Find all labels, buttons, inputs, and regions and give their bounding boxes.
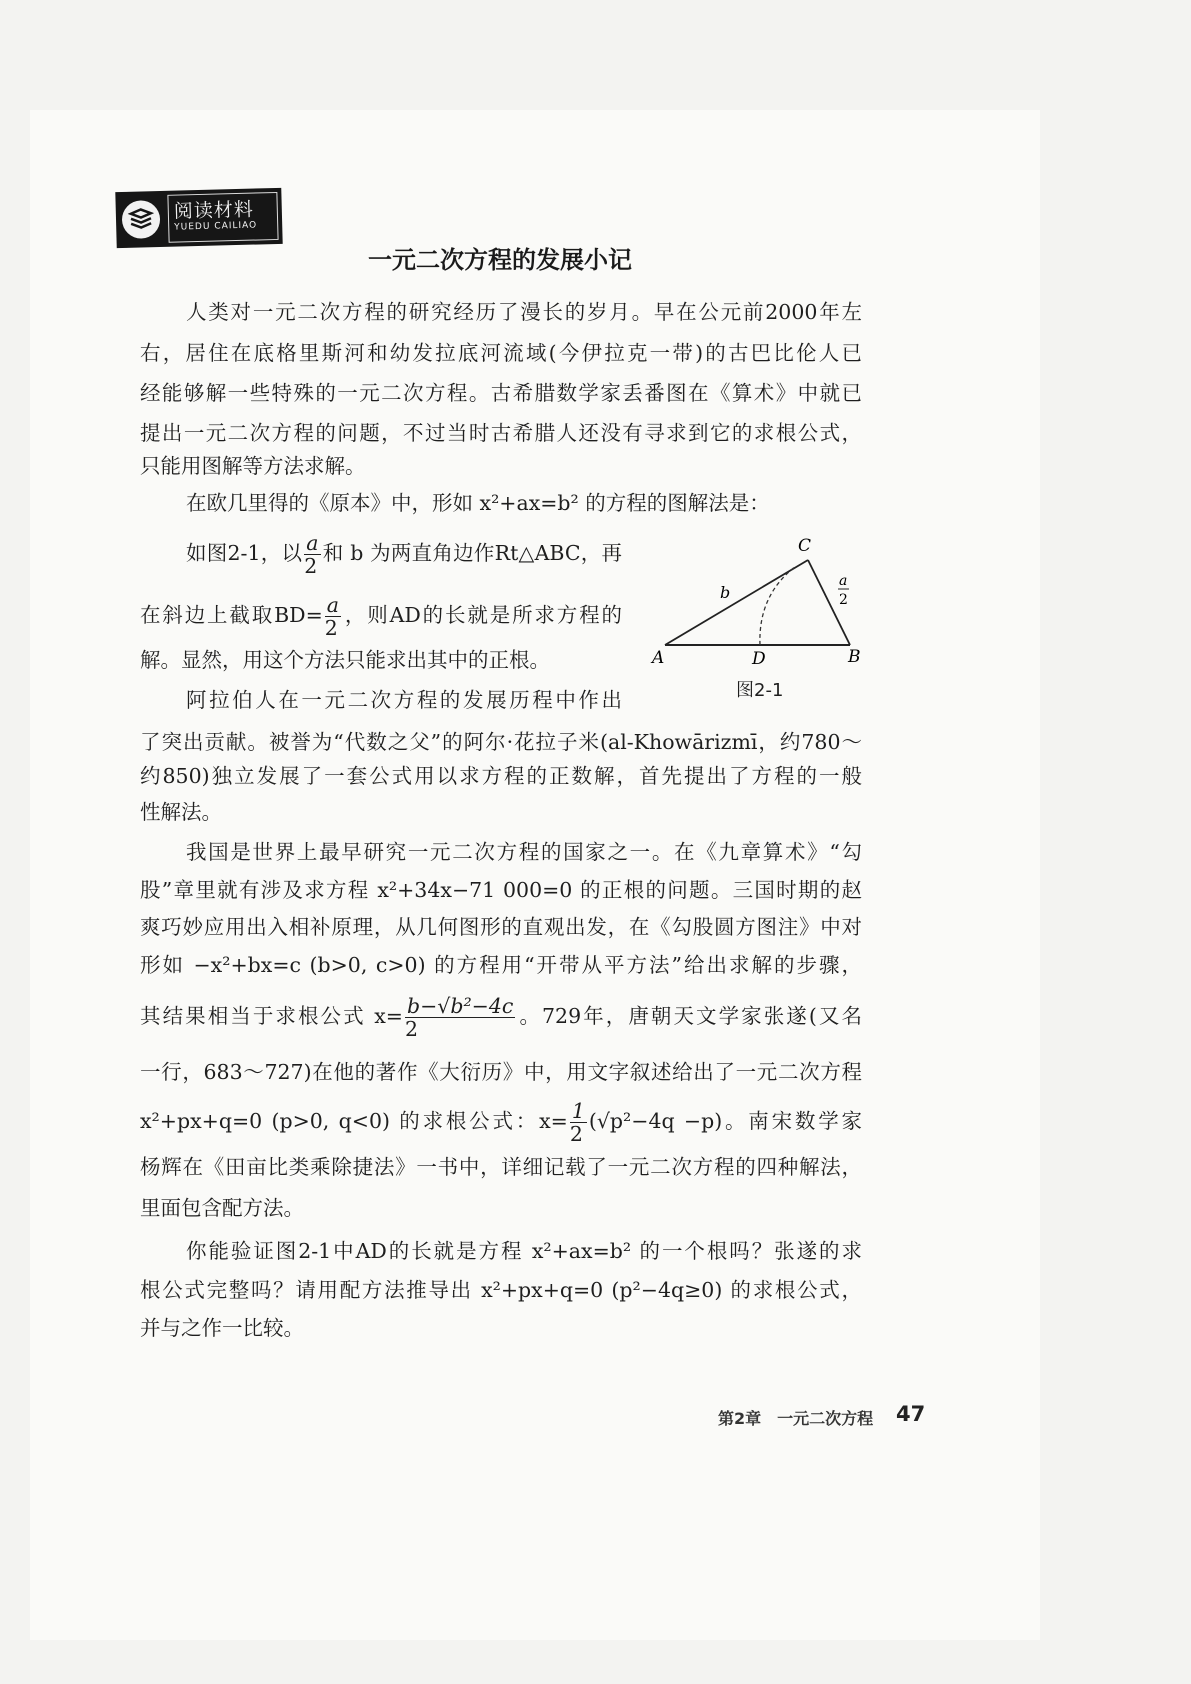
label-a: A (652, 648, 665, 668)
text-line (140, 339, 862, 367)
text-line (140, 913, 862, 941)
text-line (140, 379, 862, 407)
footer-chapter: 第2章 一元二次方程 (718, 1409, 874, 1428)
label-b: B (848, 647, 861, 667)
text-segment: 其结果相当于求根公式 x= (140, 1004, 403, 1028)
fraction-denominator: 2 (404, 1017, 419, 1041)
fraction (570, 1100, 587, 1145)
text-line (140, 594, 622, 639)
text-line (140, 1314, 862, 1342)
text-segment: 性解法。 (140, 800, 222, 824)
fraction-denominator: 2 (324, 616, 338, 640)
fraction (325, 594, 341, 639)
fraction-numerator: b−√b²−4c (406, 994, 514, 1018)
text-line (140, 1100, 862, 1145)
text-line (186, 686, 622, 714)
fraction-numerator: a (326, 593, 340, 617)
figure-caption: 图2-1 (736, 680, 784, 701)
text-segment: 我国是世界上最早研究一元二次方程的国家之一。在《九章算术》“勾 (186, 840, 862, 864)
text-line (140, 452, 862, 480)
text-segment: 你能验证图2-1中AD的长就是方程 x²+ax=b² 的一个根吗？张遂的求 (186, 1239, 862, 1263)
text-segment: 股”章里就有涉及求方程 x²+34x−71 000=0 的正根的问题。三国时期的赵 (140, 878, 862, 902)
text-line (140, 951, 862, 979)
text-segment: 人类对一元二次方程的研究经历了漫长的岁月。早在公元前2000年左 (186, 300, 862, 324)
text-line (140, 995, 862, 1040)
fraction (304, 532, 320, 577)
text-segment: 解。显然，用这个方法只能求出其中的正根。 (140, 648, 550, 672)
text-line (140, 762, 862, 790)
text-line (186, 838, 862, 866)
text-segment: 并与之作一比较。 (140, 1316, 304, 1340)
text-segment: 在斜边上截取BD= (140, 603, 323, 627)
label-c: C (798, 536, 812, 556)
text-segment: 经能够解一些特殊的一元二次方程。古希腊数学家丢番图在《算术》中就已 (140, 381, 862, 405)
label-b-side: b (720, 583, 731, 602)
text-line (140, 1276, 862, 1304)
text-segment: 提出一元二次方程的问题，不过当时古希腊人还没有寻求到它的求根公式， (140, 421, 862, 445)
badge-label: 阅读材料 (173, 198, 255, 223)
text-line (140, 728, 862, 756)
text-line (186, 1237, 862, 1265)
text-line (140, 1153, 862, 1181)
text-line (140, 1058, 862, 1086)
text-segment: 一行，683～727)在他的著作《大衍历》中，用文字叙述给出了一元二次方程 (140, 1060, 862, 1084)
text-segment: 了突出贡献。被誉为“代数之父”的阿尔·花拉子米(al-Khowārizmī，约780～ (140, 730, 862, 754)
label-a-num: a (839, 573, 848, 589)
books-icon (122, 200, 161, 239)
text-line (186, 489, 862, 517)
side-ac (665, 560, 808, 645)
text-segment: 里面包含配方法。 (140, 1196, 304, 1220)
text-line (140, 1194, 862, 1222)
text-segment: 阿拉伯人在一元二次方程的发展历程中作出 (186, 688, 622, 712)
text-segment: 只能用图解等方法求解。 (140, 454, 366, 478)
text-segment: (√p²−4q −p)。南宋数学家 (588, 1109, 862, 1133)
fraction (405, 995, 515, 1040)
text-segment: x²+px+q=0 (p>0, q<0) 的求根公式：x= (140, 1109, 568, 1133)
text-line (140, 419, 862, 447)
figure-2-1-triangle (640, 525, 880, 675)
text-segment: 杨辉在《田亩比类乘除捷法》一书中，详细记载了一元二次方程的四种解法， (140, 1155, 862, 1179)
text-segment: 爽巧妙应用出入相补原理，从几何图形的直观出发，在《勾股圆方图注》中对 (140, 915, 862, 939)
fraction-numerator: 1 (571, 1099, 585, 1123)
text-segment: 和 b 为两直角边作Rt△ABC，再 (322, 541, 623, 565)
text-segment: 在欧几里得的《原本》中，形如 x²+ax=b² 的方程的图解法是： (186, 491, 770, 515)
text-segment: 根公式完整吗？请用配方法推导出 x²+px+q=0 (p²−4q≥0) 的求根公式， (140, 1278, 862, 1302)
page-number: 47 (896, 1402, 926, 1426)
label-d: D (752, 649, 766, 669)
text-segment: 如图2-1，以 (186, 541, 303, 565)
text-segment: 右，居住在底格里斯河和幼发拉底河流域(今伊拉克一带)的古巴比伦人已 (140, 341, 862, 365)
text-segment: 。729年，唐朝天文学家张遂(又名 (517, 1004, 862, 1028)
article-title: 一元二次方程的发展小记 (368, 246, 632, 274)
text-segment: 约850)独立发展了一套公式用以求方程的正数解，首先提出了方程的一般 (140, 764, 862, 788)
text-line (186, 532, 622, 577)
fraction-denominator: 2 (569, 1122, 583, 1146)
badge-pinyin: YUEDU CAILIAO (174, 220, 258, 233)
fraction-denominator: 2 (304, 554, 318, 578)
text-line (140, 798, 862, 826)
fraction-numerator: a (306, 531, 319, 555)
text-segment: ，则AD的长就是所求方程的 (343, 603, 622, 627)
label-a-den: 2 (839, 592, 848, 608)
text-line (140, 876, 862, 904)
text-segment: 形如 −x²+bx=c (b>0, c>0) 的方程用“开带从平方法”给出求解的步骤， (140, 953, 862, 977)
text-line (186, 298, 862, 326)
